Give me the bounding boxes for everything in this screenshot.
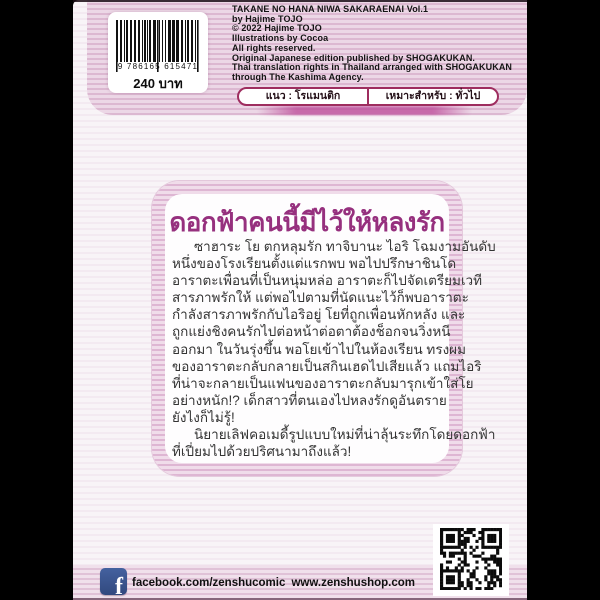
text-line: ที่น่าจะกลายเป็นแฟนของอาราตะกลับมารุกเข้าใส่โย xyxy=(172,375,474,391)
text-line: Illustrations by Cocoa xyxy=(232,33,329,44)
text-line: หนึ่งของโรงเรียนตั้งแต่แรกพบ พอไปปรึกษาชินโด xyxy=(172,256,457,272)
qr-code xyxy=(433,524,509,596)
synopsis-text xyxy=(172,238,496,460)
photo-edge xyxy=(73,0,527,2)
text-line: TAKANE NO HANA NIWA SAKARAENAI Vol.1 xyxy=(232,4,429,14)
text-line: ซาฮาระ โย ตกหลุมรัก ทาจิบานะ ไอริ โฉมงามอันดับ xyxy=(194,239,496,254)
book-back-cover xyxy=(73,0,527,600)
text-line: ยังไงก็ไม่รู้! xyxy=(172,409,235,425)
synopsis-box xyxy=(152,181,496,476)
price-label: 240 บาท xyxy=(133,76,183,91)
text-line: through The Kashima Agency. xyxy=(232,71,364,82)
text-line: Thai translation rights in Thailand arranged with SHOGAKUKAN xyxy=(232,62,513,73)
facebook-url: facebook.com/zenshucomic xyxy=(132,576,286,589)
barcode-sticker xyxy=(108,12,208,93)
genre-pill: แนว : โรแมนติก xyxy=(265,90,341,102)
text-line: ถูกแย่งชิงคนรักไปต่อหน้าต่อตาต้องช็อกจนวิ่งหนี xyxy=(172,324,451,340)
synopsis-title: ดอกฟ้าคนนี้มีไว้ให้หลงรัก xyxy=(169,207,445,237)
text-line: ที่เปี่ยมไปด้วยปริศนามาถึงแล้ว! xyxy=(172,444,352,460)
text-line: กำลังสารภาพรักกับไอริอยู่ โยที่ถูกเพื่อนหักหลัง และ xyxy=(172,307,466,323)
text-line: © 2022 Hajime TOJO xyxy=(232,23,322,34)
text-line: ของอาราตะกลับกลายเป็นสกินเฮดไปเสียแล้ว แถมไอริ xyxy=(172,358,482,374)
text-line: by Hajime TOJO xyxy=(232,13,303,24)
genre-pill-bar xyxy=(237,87,499,106)
text-line: Original Japanese edition published by SHOGAKUKAN. xyxy=(232,52,476,63)
text-line: ออกมา ในวันรุ่งขึ้น พอโยเข้าไปในห้องเรียน ทรงผม xyxy=(172,341,466,357)
facebook-icon xyxy=(100,568,127,595)
audience-pill: เหมาะสำหรับ : ทั่วไป xyxy=(367,89,497,104)
copyright-block xyxy=(232,5,520,83)
text-line: สารภาพรักให้ แต่พอไปตามที่นัดแนะไว้ก็พบอาราตะ xyxy=(172,290,469,306)
panel-shadow xyxy=(257,106,472,115)
text-line: All rights reserved. xyxy=(232,42,316,53)
website-url: www.zenshushop.com xyxy=(291,576,415,589)
synopsis-inner-panel xyxy=(165,194,496,463)
text-line: อย่างหนัก!? เด็กสาวที่ตนเองไปหลงรักดูอันตราย xyxy=(172,392,447,408)
barcode-number: 9 786165 615471 xyxy=(117,62,199,71)
text-line: นิยายเลิฟคอเมดี้รูปแบบใหม่ที่น่าลุ้นระทึกโดยดอกฟ้า xyxy=(194,427,496,443)
facebook-f-glyph: f xyxy=(115,574,123,595)
text-line: อาราตะเพื่อนที่เป็นหนุ่มหล่อ อาราตะก็ไปจัดเตรียมเวที xyxy=(172,273,483,289)
